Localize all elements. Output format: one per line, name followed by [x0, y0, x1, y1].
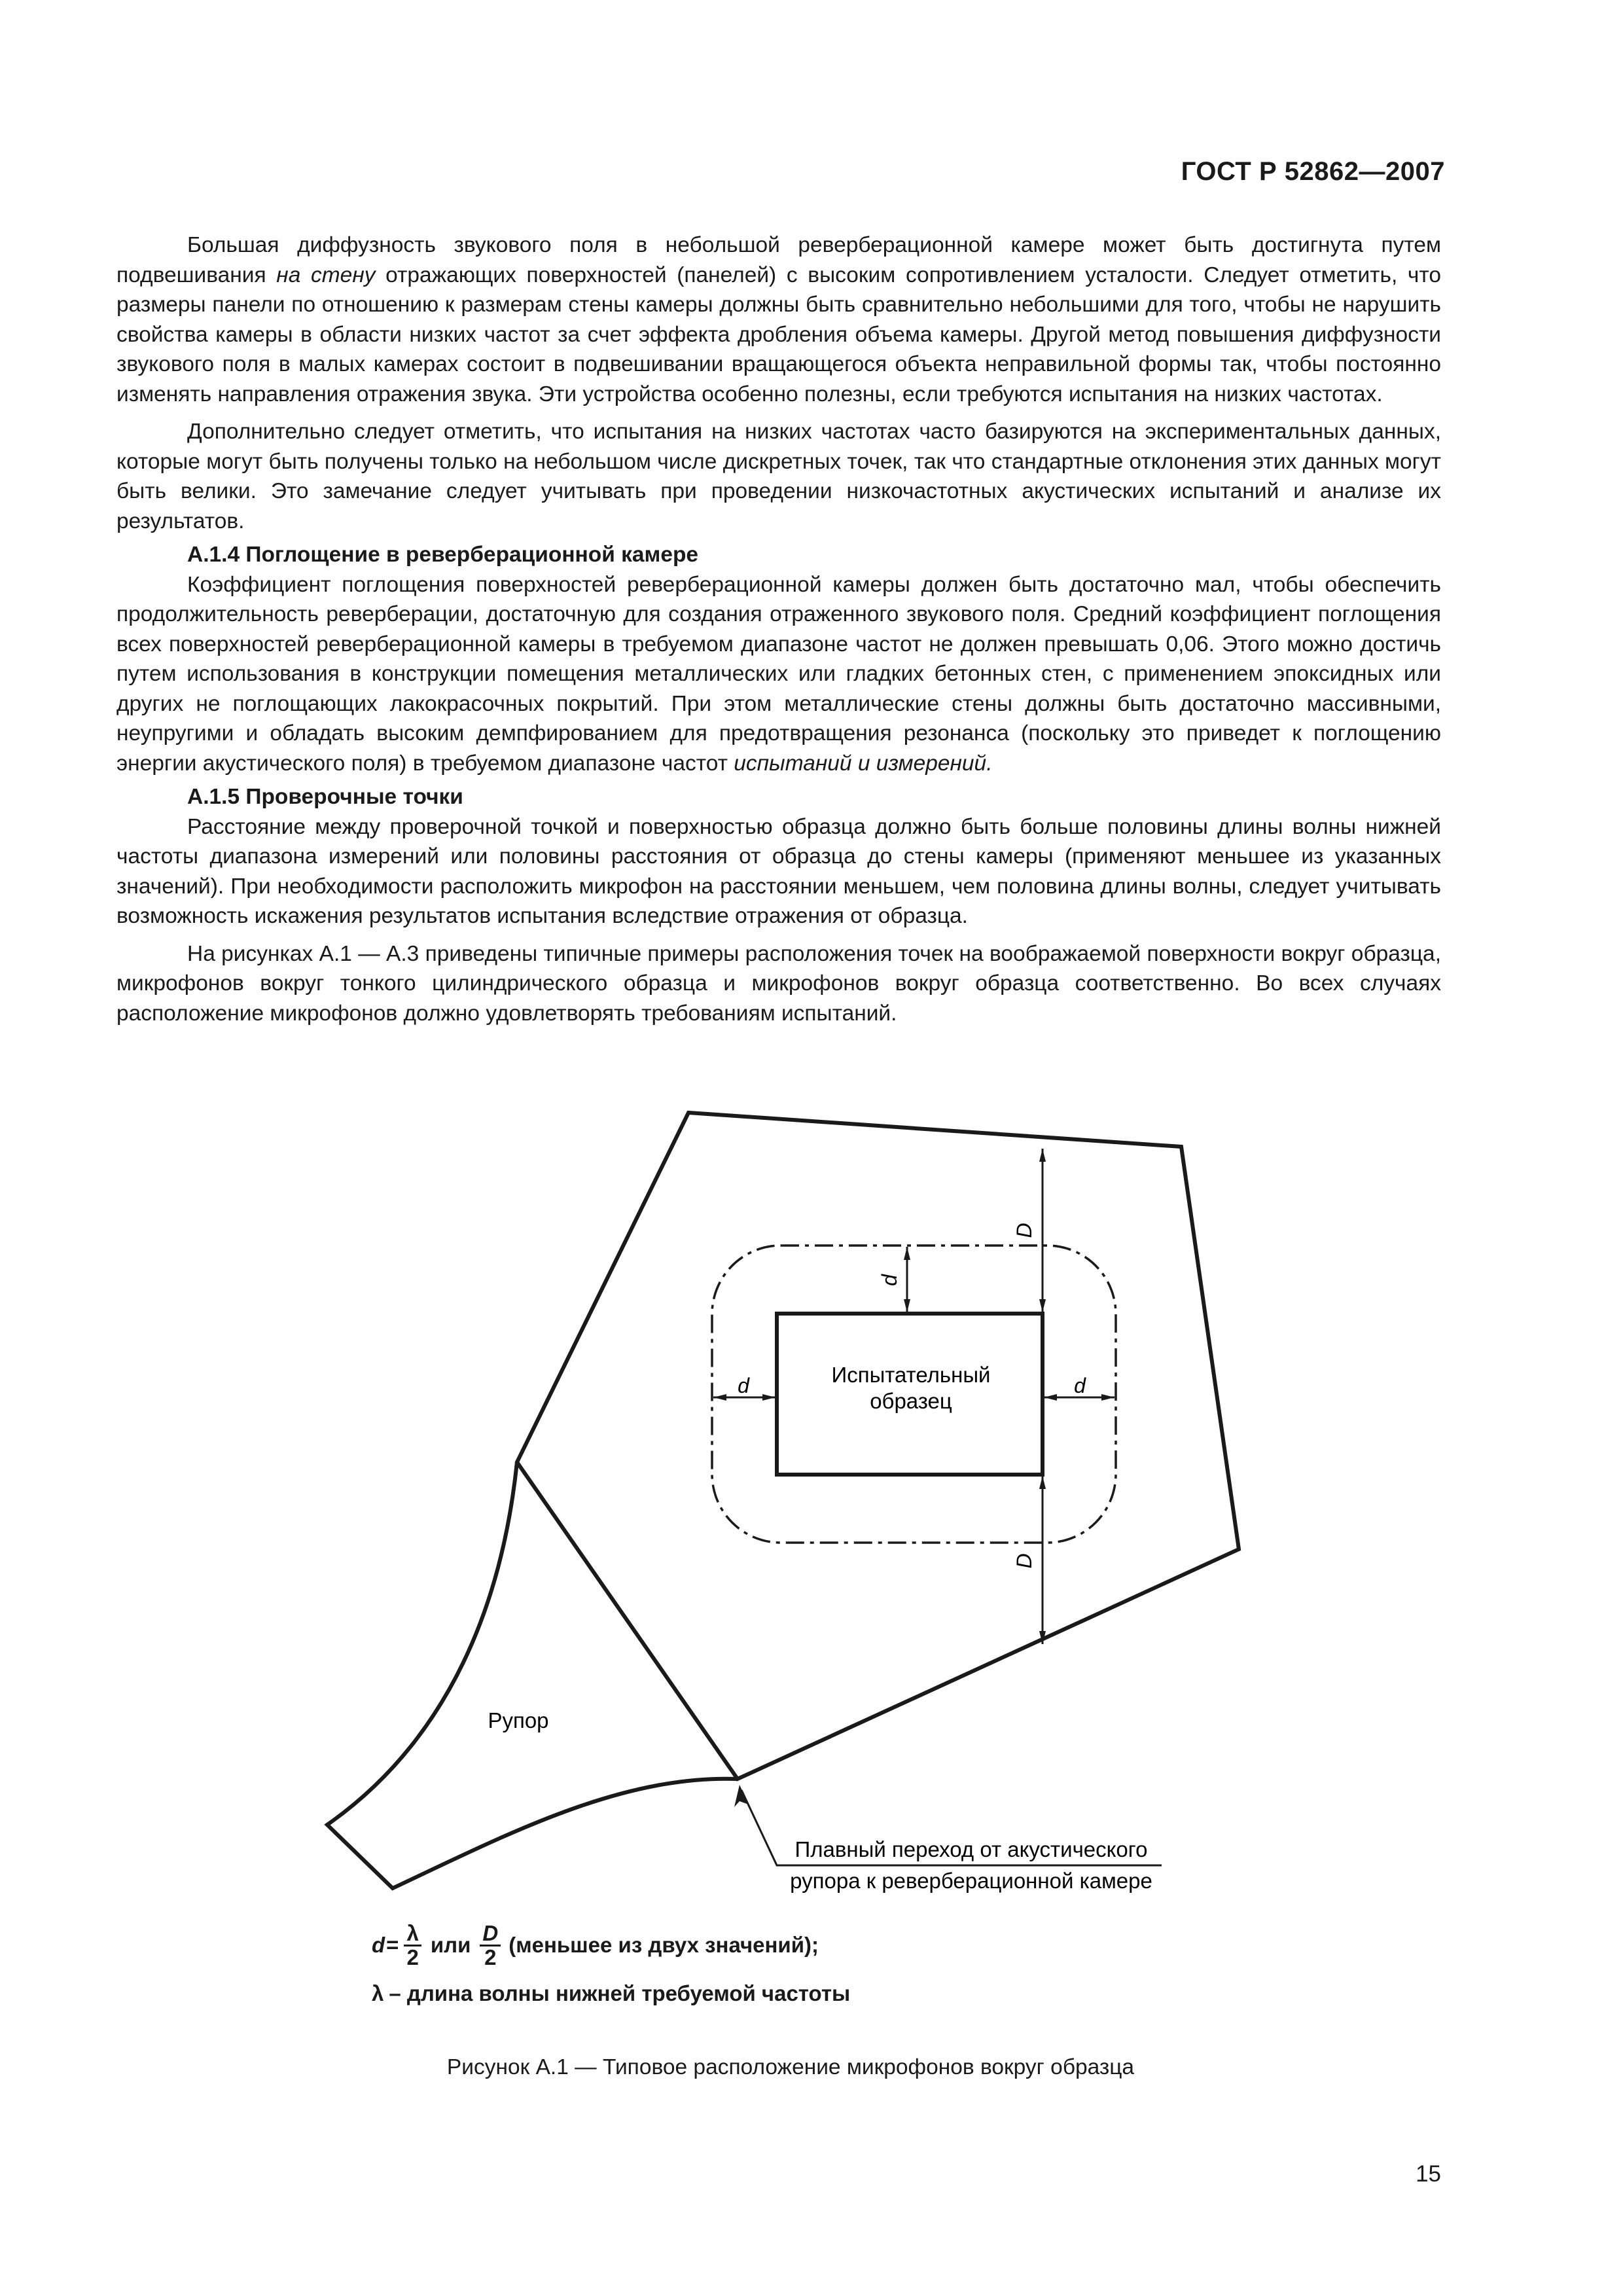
fraction-D	[480, 1922, 501, 1969]
legend-note: (меньшее из двух значений);	[508, 1933, 819, 1957]
leader-arrowhead	[734, 1785, 749, 1807]
paragraph-diffusion	[116, 230, 1441, 409]
legend-d-symbol: d	[372, 1933, 385, 1957]
label-D-top: D	[1012, 1223, 1036, 1238]
paragraph-absorption	[116, 570, 1441, 779]
paragraph-text: отражающих поверхностей (панелей) с высоким сопротивлением усталости. Следует отметить, что размеры панели по отношению к размерам стены камеры должны быть сравнительно небольшими для того, чтобы не нарушить свойства камеры в области низких частот за счет эффекта дробления объема камеры. Другой метод повышения диффузности звукового поля в малых камерах состоит в подвешивании вращающегося объекта неправильной формы так, чтобы постоянно изменять направления отражения звука. Эти устройства особенно полезны, если требуются испытания на низких частотах.	[116, 262, 1441, 406]
legend-formula	[372, 1921, 850, 1969]
legend-lambda-definition	[372, 1969, 850, 2018]
label-D-bottom: D	[1012, 1553, 1036, 1569]
specimen-label-line2: образец	[870, 1389, 952, 1413]
figure-drawing	[0, 1086, 1623, 1937]
legend-lambda-text: – длина волны нижней требуемой частоты	[389, 1981, 851, 2005]
fraction-numerator: λ	[404, 1922, 421, 1946]
figure-legend	[372, 1921, 850, 2018]
figure-caption	[0, 2055, 1623, 2080]
section-heading-a14: А.1.4 Поглощение в реверберационной камере	[187, 543, 699, 567]
fraction-lambda	[404, 1922, 421, 1969]
fraction-denominator: 2	[484, 1945, 497, 1969]
horn-label: Рупор	[488, 1708, 549, 1732]
transition-label-line2: рупора к реверберационной камере	[790, 1869, 1152, 1893]
fraction-denominator: 2	[406, 1945, 419, 1969]
paragraph-low-frequency: Дополнительно следует отметить, что испытания на низких частотах часто базируются на экспериментальных данных, которые могут быть получены только на небольшом числе дискретных точек, так что стандартные отклонения этих данных могут быть велики. Это замечание следует учитывать при проведении низкочастотных акустических испытаний и анализе их результатов.	[116, 420, 1441, 533]
section-heading-a15: А.1.5 Проверочные точки	[187, 785, 463, 809]
body-text	[116, 230, 1441, 1028]
label-d-top: d	[878, 1274, 901, 1286]
paragraph-emphasis: на стену	[276, 262, 376, 287]
label-d-right: d	[1074, 1374, 1086, 1397]
paragraph-text: Большая диффузность звукового поля в небольшой реверберационной камере может быть достигнута путем подвешивания	[116, 233, 1441, 287]
figure-a1	[0, 1086, 1623, 1937]
transition-label-line1: Плавный переход от акустического	[794, 1837, 1148, 1861]
legend-lambda-symbol: λ	[372, 1981, 384, 2005]
paragraph-emphasis: испытаний и измерений.	[734, 751, 993, 776]
legend-or: или	[430, 1933, 471, 1957]
specimen-label-line1: Испытательный	[831, 1363, 991, 1387]
horn-outline	[327, 1462, 738, 1888]
chamber-outline	[517, 1113, 1239, 1779]
fraction-numerator: D	[480, 1922, 501, 1946]
paragraph-figures-intro: На рисунках А.1 — А.3 приведены типичные примеры расположения точек на воображаемой поверхности вокруг образца, микрофонов вокруг тонкого цилиндрического образца и микрофонов вокруг образца соответственно. Во всех случаях расположение микрофонов должно удовлетворять требованиям испытаний.	[116, 941, 1441, 1026]
paragraph-text: Коэффициент поглощения поверхностей реверберационной камеры должен быть достаточно мал, чтобы обеспечить продолжительность реверберации, достаточную для создания отраженного звукового поля. Средний коэффициент поглощения всех поверхностей реверберационной камеры в требуемом диапазоне частот не должен превышать 0,06. Этого можно достичь путем использования в конструкции помещения металлических или гладких бетонных стен, с применением эпоксидных или других не поглощающих лакокрасочных покрытий. При этом металлические стены должны быть достаточно массивными, неупругими и обладать высоким демпфированием для предотвращения резонанса (поскольку это приведет к поглощению энергии акустического поля) в требуемом диапазоне частот	[116, 572, 1441, 776]
figure-caption-text: Рисунок А.1 — Типовое расположение микрофонов вокруг образца	[446, 2055, 1135, 2079]
page-number: 15	[1416, 2161, 1441, 2187]
document-header: ГОСТ Р 52862—2007	[1181, 157, 1445, 186]
legend-equals: =	[386, 1933, 399, 1957]
label-d-left: d	[738, 1374, 749, 1397]
paragraph-check-points: Расстояние между проверочной точкой и поверхностью образца должно быть больше половины длины волны нижней частоты диапазона измерений или половины расстояния от образца до стены камеры (применяют меньшее из указанных значений). При необходимости расположить микрофон на расстоянии меньшем, чем половина длины волны, следует учитывать возможность искажения результатов испытания вследствие отражения от образца.	[116, 814, 1441, 928]
